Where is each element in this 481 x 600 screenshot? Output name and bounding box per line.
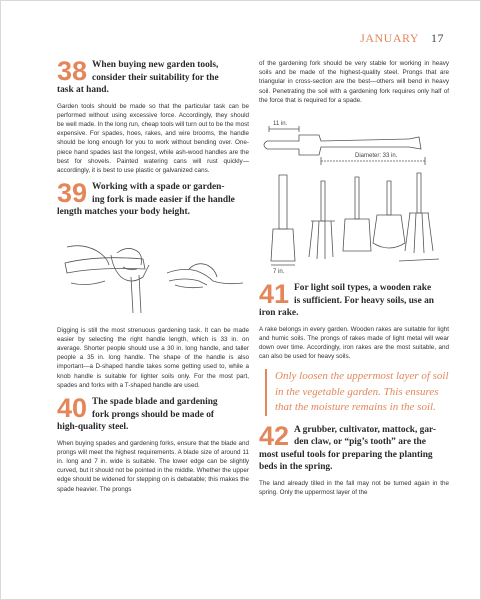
diameter-label: Diameter: 33 in. — [355, 153, 398, 160]
tip-header — [57, 56, 249, 86]
tip-title-line: high-quality steel. — [57, 422, 129, 433]
pull-quote: Only loosen the uppermost layer of soil in the vegetable garden. This ensures that the moisture remains in the soil. — [265, 369, 449, 416]
tip-number: 38 — [57, 56, 88, 86]
tip-title-line: consider their suitability for the — [92, 72, 219, 83]
right-column — [259, 59, 449, 503]
tip-title — [92, 396, 218, 421]
tip-title-line: fork prongs should be made of — [92, 409, 215, 420]
spade-fork-drawing — [259, 111, 449, 276]
handle-length-label: 11 in. — [273, 121, 288, 128]
tip-title-line: den claw, or “pig’s tooth” are the — [294, 437, 426, 448]
blade-length-label: 7 in. — [273, 269, 285, 276]
tip-body: The land already tilled in the fall may not be turned again in the spring. Only the uppermost layer of the — [259, 479, 449, 497]
tip-title — [92, 181, 235, 206]
tip-title-line: When buying new garden tools, — [92, 60, 219, 70]
running-header — [360, 31, 444, 46]
tip-42 — [259, 420, 449, 497]
tip-title — [92, 59, 219, 84]
left-column — [57, 56, 249, 500]
hand-grip-drawing — [57, 225, 249, 315]
page-number: 17 — [431, 31, 444, 45]
tip-header — [57, 178, 249, 209]
tip-title-line: is sufficient. For heavy soils, use an — [294, 295, 434, 306]
month-label: JANUARY — [360, 31, 419, 45]
tip-header — [259, 420, 449, 451]
tip-title-line: length matches your body height. — [57, 207, 190, 218]
tip-number: 40 — [57, 393, 88, 424]
tip-body: Garden tools should be made so that the particular task can be performed without using excessive force. Accordingly, they should be well made. In the long run, cheap tools will turn out to be the most expensive. For spades, hoes, rakes, and wire brooms, the handle should be long enough for you to work without bending over. One-piece hand spades last the longest, while ash-wood handles are the best for shovels. Painted watering cans will rust quickly—accordingly, it is best to use plastic or galvanized cans. — [57, 102, 249, 174]
tip-title-line: Working with a spade or garden- — [92, 182, 225, 193]
tip-number: 42 — [259, 420, 290, 451]
tip-title-line: iron rake. — [259, 308, 299, 319]
tip-body: Digging is still the most strenuous gardening task. It can be made easier by selecting the right handle length, which is 33 in. on average. Shorter people should use a 30 in. long handle, and taller people a 35 in. long handle. The shape of the handle is also important—a D-shaped handle takes some getting used to, while a knob handle is suitable for lighter soils only. For the most part, spades and forks with a T-shaped handle are used. — [57, 326, 249, 389]
garden-tools-illustration — [259, 111, 449, 276]
tip-header — [57, 393, 249, 424]
tip-40 — [57, 393, 249, 494]
tip-38 — [57, 56, 249, 175]
tip-title — [294, 282, 434, 307]
tip-title-line: A grubber, cultivator, mattock, gar- — [294, 424, 436, 435]
tip-header — [259, 279, 449, 310]
tip-body: A rake belongs in every garden. Wooden rakes are suitable for light and humic soils. The prongs of rakes made of light metal will wear down over time. Accordingly, iron rakes are the most suitable, and can also be used for heavy soils. — [259, 325, 449, 361]
tip-body: When buying spades and gardening forks, ensure that the blade and prongs will meet the highest requirements. A blade size of around 11 in. long and 7 in. wide is suitable. The lower edge can be slightly curved, but it should not be pointed in the middle. Whether the upper edge should be widened for stepping on is debatable; this makes the spade heavier. The prongs — [57, 439, 249, 493]
tip-title — [294, 424, 436, 449]
handle-grip-illustration — [57, 225, 249, 320]
tip-title-line: task at hand. — [57, 85, 109, 95]
tip-41 — [259, 279, 449, 361]
tip-40-continuation: of the gardening fork should be very stable for working in heavy soils and be made of the highest-quality steel. Prongs that are triangular in cross-section are the best—others will bend in heavy soil. Penetrating the soil with a gardening fork requires only half of the force that is required for a spade. — [259, 60, 449, 104]
tip-number: 39 — [57, 178, 88, 209]
tip-title-line: For light soil types, a wooden rake — [294, 283, 432, 294]
tip-title-line: ing fork is made easier if the handle — [92, 194, 235, 205]
tip-39 — [57, 178, 249, 390]
tip-title-line: most useful tools for preparing the planting beds in the spring. — [259, 449, 433, 473]
tip-number: 41 — [259, 279, 290, 310]
tip-title-line: The spade blade and gardening — [92, 397, 218, 408]
